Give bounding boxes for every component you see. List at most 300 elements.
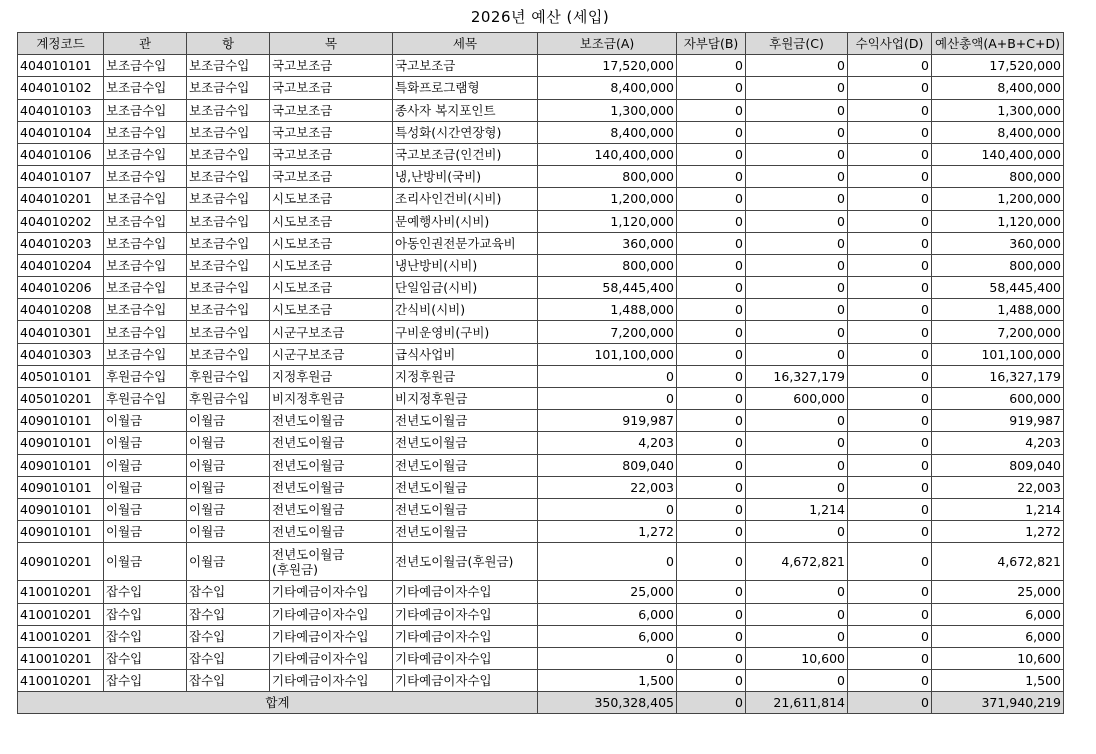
- cell-hang: 보조금수입: [187, 99, 270, 121]
- cell-subsidy: 1,272: [538, 521, 677, 543]
- cell-subsidy: 1,200,000: [538, 188, 677, 210]
- cell-account-code: 409010201: [18, 543, 104, 581]
- cell-subsidy: 101,100,000: [538, 343, 677, 365]
- cell-hang: 이월금: [187, 432, 270, 454]
- page-title: 2026년 예산 (세입): [470, 8, 610, 26]
- cell-self-pay: 0: [677, 543, 746, 581]
- cell-semok: 전년도이월금: [393, 454, 538, 476]
- cell-mok: 전년도이월금: [270, 521, 393, 543]
- cell-revenue-project: 0: [848, 365, 932, 387]
- cell-self-pay: 0: [677, 321, 746, 343]
- cell-revenue-project: 0: [848, 232, 932, 254]
- cell-self-pay: 0: [677, 647, 746, 669]
- cell-gwan: 이월금: [104, 432, 187, 454]
- cell-hang: 잡수입: [187, 670, 270, 692]
- cell-donation: 10,600: [746, 647, 848, 669]
- cell-mok: 기타예금이자수입: [270, 670, 393, 692]
- cell-hang: 이월금: [187, 543, 270, 581]
- table-row: [18, 388, 1064, 410]
- cell-account-code: 404010107: [18, 166, 104, 188]
- cell-hang: 이월금: [187, 476, 270, 498]
- cell-donation: 0: [746, 343, 848, 365]
- total-row: [18, 692, 1064, 714]
- cell-budget-total: 360,000: [932, 232, 1064, 254]
- cell-account-code: 409010101: [18, 476, 104, 498]
- table-row: [18, 647, 1064, 669]
- cell-donation: 0: [746, 299, 848, 321]
- cell-semok: 전년도이월금(후원금): [393, 543, 538, 581]
- table-row: [18, 99, 1064, 121]
- cell-revenue-project: 0: [848, 647, 932, 669]
- cell-donation: 0: [746, 410, 848, 432]
- cell-revenue-project: 0: [848, 521, 932, 543]
- cell-account-code: 405010201: [18, 388, 104, 410]
- cell-account-code: 404010106: [18, 143, 104, 165]
- cell-budget-total: 140,400,000: [932, 143, 1064, 165]
- cell-budget-total: 4,672,821: [932, 543, 1064, 581]
- cell-self-pay: 0: [677, 603, 746, 625]
- cell-account-code: 410010201: [18, 581, 104, 603]
- cell-self-pay: 0: [677, 454, 746, 476]
- cell-budget-total: 101,100,000: [932, 343, 1064, 365]
- cell-revenue-project: 0: [848, 188, 932, 210]
- cell-budget-total: 1,214: [932, 498, 1064, 520]
- cell-semok: 간식비(시비): [393, 299, 538, 321]
- cell-mok: 기타예금이자수입: [270, 625, 393, 647]
- cell-hang: 보조금수입: [187, 277, 270, 299]
- cell-donation: 0: [746, 210, 848, 232]
- cell-account-code: 409010101: [18, 454, 104, 476]
- cell-gwan: 잡수입: [104, 603, 187, 625]
- cell-hang: 보조금수입: [187, 210, 270, 232]
- cell-donation: 0: [746, 603, 848, 625]
- cell-revenue-project: 0: [848, 99, 932, 121]
- cell-donation: 0: [746, 121, 848, 143]
- table-row: [18, 603, 1064, 625]
- cell-donation: 0: [746, 254, 848, 276]
- cell-account-code: 404010301: [18, 321, 104, 343]
- cell-account-code: 404010303: [18, 343, 104, 365]
- cell-subsidy: 0: [538, 543, 677, 581]
- cell-subsidy: 22,003: [538, 476, 677, 498]
- cell-mok: 시군구보조금: [270, 321, 393, 343]
- cell-budget-total: 1,120,000: [932, 210, 1064, 232]
- cell-mok: 국고보조금: [270, 55, 393, 77]
- cell-donation: 16,327,179: [746, 365, 848, 387]
- cell-donation: 0: [746, 670, 848, 692]
- cell-gwan: 보조금수입: [104, 143, 187, 165]
- cell-account-code: 409010101: [18, 521, 104, 543]
- cell-self-pay: 0: [677, 299, 746, 321]
- total-donation: 21,611,814: [746, 692, 848, 714]
- cell-hang: 이월금: [187, 521, 270, 543]
- cell-semok: 단일임금(시비): [393, 277, 538, 299]
- cell-mok: 시도보조금: [270, 299, 393, 321]
- cell-mok: 시도보조금: [270, 232, 393, 254]
- cell-subsidy: 919,987: [538, 410, 677, 432]
- cell-budget-total: 919,987: [932, 410, 1064, 432]
- cell-self-pay: 0: [677, 476, 746, 498]
- cell-self-pay: 0: [677, 521, 746, 543]
- cell-subsidy: 360,000: [538, 232, 677, 254]
- cell-budget-total: 1,300,000: [932, 99, 1064, 121]
- cell-revenue-project: 0: [848, 210, 932, 232]
- cell-revenue-project: 0: [848, 143, 932, 165]
- cell-donation: 0: [746, 143, 848, 165]
- cell-gwan: 보조금수입: [104, 321, 187, 343]
- cell-subsidy: 58,445,400: [538, 277, 677, 299]
- header-self-pay: 자부담(B): [677, 33, 746, 55]
- cell-gwan: 보조금수입: [104, 210, 187, 232]
- cell-account-code: 404010102: [18, 77, 104, 99]
- cell-semok: 기타예금이자수입: [393, 603, 538, 625]
- table-row: [18, 581, 1064, 603]
- table-row: [18, 188, 1064, 210]
- cell-revenue-project: 0: [848, 625, 932, 647]
- cell-semok: 국고보조금(인건비): [393, 143, 538, 165]
- cell-hang: 보조금수입: [187, 77, 270, 99]
- total-self-pay: 0: [677, 692, 746, 714]
- cell-semok: 전년도이월금: [393, 521, 538, 543]
- cell-revenue-project: 0: [848, 670, 932, 692]
- cell-semok: 전년도이월금: [393, 432, 538, 454]
- table-row: [18, 410, 1064, 432]
- cell-self-pay: 0: [677, 55, 746, 77]
- cell-semok: 구비운영비(구비): [393, 321, 538, 343]
- cell-mok: 기타예금이자수입: [270, 603, 393, 625]
- cell-budget-total: 7,200,000: [932, 321, 1064, 343]
- total-label: 합계: [18, 692, 538, 714]
- total-budget: 371,940,219: [932, 692, 1064, 714]
- cell-budget-total: 1,200,000: [932, 188, 1064, 210]
- cell-budget-total: 4,203: [932, 432, 1064, 454]
- cell-donation: 0: [746, 432, 848, 454]
- cell-subsidy: 1,300,000: [538, 99, 677, 121]
- cell-donation: 0: [746, 476, 848, 498]
- cell-self-pay: 0: [677, 166, 746, 188]
- table-row: [18, 254, 1064, 276]
- cell-mok: 지정후원금: [270, 365, 393, 387]
- header-row: [18, 33, 1064, 55]
- cell-hang: 잡수입: [187, 581, 270, 603]
- cell-revenue-project: 0: [848, 321, 932, 343]
- cell-gwan: 보조금수입: [104, 77, 187, 99]
- cell-revenue-project: 0: [848, 603, 932, 625]
- cell-revenue-project: 0: [848, 388, 932, 410]
- cell-donation: 0: [746, 77, 848, 99]
- cell-mok: 국고보조금: [270, 77, 393, 99]
- cell-mok: 전년도이월금: [270, 410, 393, 432]
- cell-semok: 전년도이월금: [393, 498, 538, 520]
- cell-donation: 0: [746, 277, 848, 299]
- cell-mok: 시도보조금: [270, 188, 393, 210]
- cell-account-code: 405010101: [18, 365, 104, 387]
- cell-subsidy: 6,000: [538, 603, 677, 625]
- cell-revenue-project: 0: [848, 543, 932, 581]
- cell-hang: 보조금수입: [187, 299, 270, 321]
- cell-semok: 비지정후원금: [393, 388, 538, 410]
- table-row: [18, 365, 1064, 387]
- cell-account-code: 410010201: [18, 625, 104, 647]
- header-subsidy: 보조금(A): [538, 33, 677, 55]
- table-row: [18, 343, 1064, 365]
- table-row: [18, 321, 1064, 343]
- cell-subsidy: 8,400,000: [538, 77, 677, 99]
- cell-donation: 0: [746, 581, 848, 603]
- cell-gwan: 잡수입: [104, 581, 187, 603]
- cell-gwan: 보조금수입: [104, 232, 187, 254]
- cell-gwan: 잡수입: [104, 670, 187, 692]
- cell-semok: 급식사업비: [393, 343, 538, 365]
- cell-self-pay: 0: [677, 143, 746, 165]
- cell-gwan: 잡수입: [104, 647, 187, 669]
- cell-mok: 전년도이월금: [270, 432, 393, 454]
- cell-gwan: 보조금수입: [104, 121, 187, 143]
- cell-mok: 기타예금이자수입: [270, 581, 393, 603]
- cell-hang: 보조금수입: [187, 254, 270, 276]
- table-row: [18, 166, 1064, 188]
- table-row: [18, 476, 1064, 498]
- cell-subsidy: 1,120,000: [538, 210, 677, 232]
- cell-hang: 잡수입: [187, 603, 270, 625]
- cell-hang: 이월금: [187, 498, 270, 520]
- cell-budget-total: 1,500: [932, 670, 1064, 692]
- cell-subsidy: 1,488,000: [538, 299, 677, 321]
- cell-gwan: 후원금수입: [104, 388, 187, 410]
- cell-account-code: 404010203: [18, 232, 104, 254]
- cell-subsidy: 0: [538, 388, 677, 410]
- cell-semok: 기타예금이자수입: [393, 670, 538, 692]
- cell-revenue-project: 0: [848, 299, 932, 321]
- cell-account-code: 410010201: [18, 603, 104, 625]
- cell-budget-total: 17,520,000: [932, 55, 1064, 77]
- cell-gwan: 보조금수입: [104, 277, 187, 299]
- table-row: [18, 210, 1064, 232]
- cell-revenue-project: 0: [848, 277, 932, 299]
- cell-donation: 0: [746, 521, 848, 543]
- cell-semok: 기타예금이자수입: [393, 625, 538, 647]
- cell-revenue-project: 0: [848, 77, 932, 99]
- cell-hang: 보조금수입: [187, 232, 270, 254]
- cell-hang: 보조금수입: [187, 188, 270, 210]
- cell-budget-total: 6,000: [932, 625, 1064, 647]
- cell-mok: 전년도이월금: [270, 498, 393, 520]
- cell-hang: 이월금: [187, 454, 270, 476]
- cell-revenue-project: 0: [848, 581, 932, 603]
- cell-hang: 이월금: [187, 410, 270, 432]
- cell-revenue-project: 0: [848, 55, 932, 77]
- table-row: [18, 625, 1064, 647]
- cell-hang: 보조금수입: [187, 343, 270, 365]
- cell-donation: 0: [746, 454, 848, 476]
- cell-semok: 국고보조금: [393, 55, 538, 77]
- cell-budget-total: 58,445,400: [932, 277, 1064, 299]
- cell-gwan: 보조금수입: [104, 55, 187, 77]
- cell-donation: 0: [746, 188, 848, 210]
- cell-self-pay: 0: [677, 670, 746, 692]
- cell-account-code: 404010104: [18, 121, 104, 143]
- cell-mok: 전년도이월금 (후원금): [270, 543, 393, 581]
- table-row: [18, 454, 1064, 476]
- cell-hang: 후원금수입: [187, 388, 270, 410]
- cell-hang: 보조금수입: [187, 321, 270, 343]
- cell-hang: 보조금수입: [187, 143, 270, 165]
- table-row: [18, 143, 1064, 165]
- cell-gwan: 후원금수입: [104, 365, 187, 387]
- cell-revenue-project: 0: [848, 432, 932, 454]
- cell-subsidy: 1,500: [538, 670, 677, 692]
- cell-self-pay: 0: [677, 432, 746, 454]
- cell-mok: 전년도이월금: [270, 454, 393, 476]
- cell-account-code: 404010101: [18, 55, 104, 77]
- cell-mok: 국고보조금: [270, 166, 393, 188]
- cell-self-pay: 0: [677, 581, 746, 603]
- cell-budget-total: 1,272: [932, 521, 1064, 543]
- cell-hang: 잡수입: [187, 647, 270, 669]
- cell-semok: 전년도이월금: [393, 476, 538, 498]
- cell-account-code: 404010202: [18, 210, 104, 232]
- cell-revenue-project: 0: [848, 166, 932, 188]
- cell-budget-total: 6,000: [932, 603, 1064, 625]
- cell-budget-total: 800,000: [932, 254, 1064, 276]
- cell-self-pay: 0: [677, 188, 746, 210]
- cell-subsidy: 25,000: [538, 581, 677, 603]
- cell-self-pay: 0: [677, 210, 746, 232]
- cell-donation: 1,214: [746, 498, 848, 520]
- cell-self-pay: 0: [677, 388, 746, 410]
- cell-subsidy: 6,000: [538, 625, 677, 647]
- cell-account-code: 404010204: [18, 254, 104, 276]
- cell-self-pay: 0: [677, 254, 746, 276]
- table-row: [18, 670, 1064, 692]
- cell-mok: 국고보조금: [270, 143, 393, 165]
- cell-budget-total: 600,000: [932, 388, 1064, 410]
- budget-table: [17, 32, 1064, 714]
- cell-revenue-project: 0: [848, 454, 932, 476]
- cell-account-code: 404010208: [18, 299, 104, 321]
- cell-gwan: 보조금수입: [104, 299, 187, 321]
- cell-mok: 전년도이월금: [270, 476, 393, 498]
- cell-self-pay: 0: [677, 232, 746, 254]
- cell-gwan: 이월금: [104, 521, 187, 543]
- cell-hang: 보조금수입: [187, 55, 270, 77]
- cell-budget-total: 10,600: [932, 647, 1064, 669]
- cell-gwan: 보조금수입: [104, 343, 187, 365]
- table-row: [18, 77, 1064, 99]
- cell-subsidy: 8,400,000: [538, 121, 677, 143]
- cell-semok: 전년도이월금: [393, 410, 538, 432]
- cell-self-pay: 0: [677, 498, 746, 520]
- cell-account-code: 409010101: [18, 410, 104, 432]
- header-revenue-project: 수익사업(D): [848, 33, 932, 55]
- cell-donation: 0: [746, 55, 848, 77]
- table-row: [18, 543, 1064, 581]
- cell-semok: 냉,난방비(국비): [393, 166, 538, 188]
- cell-gwan: 보조금수입: [104, 99, 187, 121]
- cell-budget-total: 809,040: [932, 454, 1064, 476]
- table-row: [18, 277, 1064, 299]
- cell-hang: 보조금수입: [187, 121, 270, 143]
- cell-semok: 기타예금이자수입: [393, 647, 538, 669]
- cell-gwan: 보조금수입: [104, 166, 187, 188]
- cell-semok: 종사자 복지포인트: [393, 99, 538, 121]
- cell-account-code: 404010201: [18, 188, 104, 210]
- header-semok: 세목: [393, 33, 538, 55]
- cell-donation: 0: [746, 166, 848, 188]
- cell-gwan: 이월금: [104, 543, 187, 581]
- cell-account-code: 409010101: [18, 432, 104, 454]
- cell-mok: 시도보조금: [270, 210, 393, 232]
- cell-budget-total: 8,400,000: [932, 77, 1064, 99]
- cell-gwan: 이월금: [104, 476, 187, 498]
- total-subsidy: 350,328,405: [538, 692, 677, 714]
- cell-gwan: 이월금: [104, 498, 187, 520]
- cell-subsidy: 17,520,000: [538, 55, 677, 77]
- cell-self-pay: 0: [677, 277, 746, 299]
- cell-mok: 국고보조금: [270, 99, 393, 121]
- cell-semok: 지정후원금: [393, 365, 538, 387]
- cell-donation: 0: [746, 232, 848, 254]
- cell-mok: 시군구보조금: [270, 343, 393, 365]
- cell-hang: 보조금수입: [187, 166, 270, 188]
- cell-hang: 잡수입: [187, 625, 270, 647]
- cell-budget-total: 800,000: [932, 166, 1064, 188]
- cell-gwan: 잡수입: [104, 625, 187, 647]
- cell-revenue-project: 0: [848, 476, 932, 498]
- cell-self-pay: 0: [677, 99, 746, 121]
- cell-subsidy: 800,000: [538, 166, 677, 188]
- cell-gwan: 보조금수입: [104, 254, 187, 276]
- cell-subsidy: 0: [538, 365, 677, 387]
- cell-budget-total: 8,400,000: [932, 121, 1064, 143]
- cell-subsidy: 0: [538, 498, 677, 520]
- cell-semok: 문예행사비(시비): [393, 210, 538, 232]
- cell-mok: 기타예금이자수입: [270, 647, 393, 669]
- cell-budget-total: 1,488,000: [932, 299, 1064, 321]
- header-hang: 항: [187, 33, 270, 55]
- cell-revenue-project: 0: [848, 121, 932, 143]
- cell-gwan: 보조금수입: [104, 188, 187, 210]
- cell-account-code: 410010201: [18, 647, 104, 669]
- table-row: [18, 121, 1064, 143]
- cell-gwan: 이월금: [104, 454, 187, 476]
- table-row: [18, 55, 1064, 77]
- header-gwan: 관: [104, 33, 187, 55]
- cell-self-pay: 0: [677, 410, 746, 432]
- table-row: [18, 432, 1064, 454]
- cell-donation: 600,000: [746, 388, 848, 410]
- table-row: [18, 498, 1064, 520]
- table-row: [18, 521, 1064, 543]
- cell-mok: 시도보조금: [270, 254, 393, 276]
- header-account-code: 계정코드: [18, 33, 104, 55]
- cell-subsidy: 809,040: [538, 454, 677, 476]
- cell-subsidy: 0: [538, 647, 677, 669]
- cell-gwan: 이월금: [104, 410, 187, 432]
- cell-self-pay: 0: [677, 121, 746, 143]
- cell-semok: 냉난방비(시비): [393, 254, 538, 276]
- cell-subsidy: 140,400,000: [538, 143, 677, 165]
- cell-hang: 후원금수입: [187, 365, 270, 387]
- cell-account-code: 404010103: [18, 99, 104, 121]
- cell-self-pay: 0: [677, 365, 746, 387]
- cell-semok: 조리사인건비(시비): [393, 188, 538, 210]
- cell-self-pay: 0: [677, 77, 746, 99]
- cell-budget-total: 25,000: [932, 581, 1064, 603]
- cell-donation: 0: [746, 99, 848, 121]
- cell-mok: 국고보조금: [270, 121, 393, 143]
- cell-revenue-project: 0: [848, 498, 932, 520]
